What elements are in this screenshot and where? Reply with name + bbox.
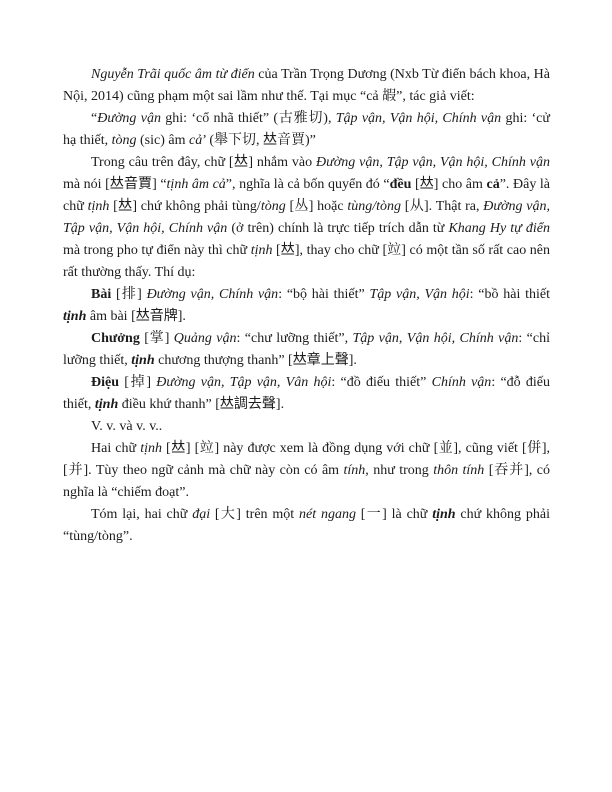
text-run: tịnh (140, 441, 162, 456)
text-run: tính (343, 463, 366, 478)
text-run: Tập vận, Vận hội, Chính vận (335, 111, 502, 126)
paragraph (63, 372, 550, 416)
text-run: Tập vận, Vận hội, Chính vận (352, 331, 519, 346)
text-run: [大] trên một (210, 507, 299, 522)
text-run: : “bộ hài thiết” (278, 287, 370, 302)
text-run: [一] là chữ (355, 507, 433, 522)
text-run: âm bài [𠀤音牌]. (86, 309, 186, 324)
text-run: cả (486, 177, 500, 192)
paragraph (63, 416, 550, 438)
text-run: Nguyễn Trãi quốc âm từ điển (91, 67, 255, 82)
text-run: cả (188, 133, 203, 148)
text-run: mà trong pho tự điển này thì chữ (63, 243, 251, 258)
text-run: [𠀤] [竝] này được xem là đồng dụng với chữ [並], cũng viết [併], [并]. Tùy theo ngữ cảnh mà chữ này còn có âm (63, 441, 550, 478)
text-run: nét ngang (299, 507, 356, 522)
paragraph (63, 108, 550, 152)
paragraph (63, 438, 550, 504)
text-run: : “đỗ điếu thiết, (63, 375, 550, 412)
paragraph (63, 152, 550, 284)
text-run: mà nói [𠀤音賈] “ (63, 177, 167, 192)
text-run: của Trần Trọng Dương (Nxb Từ điển bách khoa, Hà Nội, 2014) cũng phạm một sai lầm như thế. Tại mục “cả 嘏”, tác giả viết: (63, 67, 550, 104)
text-run: tịnh (131, 353, 155, 368)
text-run: đại (192, 507, 211, 522)
text-run: Quảng vận (173, 331, 237, 346)
text-run: Chưởng (91, 331, 140, 346)
text-run: đều (389, 177, 412, 192)
text-run: [𠀤] cho âm (411, 177, 487, 192)
text-run: , như trong (365, 463, 434, 478)
text-run: Hai chữ (91, 441, 141, 456)
text-run: Trong câu trên đây, chữ [𠀤] nhắm vào (91, 155, 316, 170)
text-run: : “bồ hài thiết (469, 287, 551, 302)
text-block (63, 64, 550, 548)
text-run: ghi: ‘cổ nhã thiết” (古雅切), (160, 111, 336, 126)
text-run: Đường vận (97, 111, 161, 126)
text-run: [掉] (119, 375, 157, 390)
text-run: tịnh (63, 309, 87, 324)
text-run: ghi: ‘cử hạ thiết, (63, 111, 550, 148)
text-run: chương thượng thanh” [𠀤章上聲]. (154, 353, 357, 368)
text-run: Đường vận, Chính vận (146, 287, 279, 302)
text-run: Bài (91, 287, 112, 302)
text-run: Tập vận, Vận hội (369, 287, 470, 302)
text-run: tịnh (94, 397, 119, 412)
text-run: [掌] (139, 331, 174, 346)
text-run: tịnh âm cả (166, 177, 226, 192)
text-run: tịnh (87, 199, 110, 214)
text-run: [从]. Thật ra, (401, 199, 484, 214)
text-run: Đường vận, Tập vận, Vân hội (156, 375, 332, 390)
text-run: tịnh (250, 243, 273, 258)
text-run: : “chỉ lưỡng thiết, (63, 331, 550, 368)
text-run: thôn tính (433, 463, 485, 478)
text-run: Đường vận, Tập vận, Vận hội, Chính vận (63, 199, 550, 236)
text-run: [丛] hoặc (285, 199, 348, 214)
text-run: [𠀤] chứ không phải tùng/ (109, 199, 261, 214)
text-run: ’ (舉下切, 𠀤音賈)” (202, 133, 316, 148)
paragraph (63, 64, 550, 108)
paragraph (63, 504, 550, 548)
text-run: điều khứ thanh” [𠀤調去聲]. (118, 397, 285, 412)
text-run: (sic) âm (136, 133, 189, 148)
text-run: ”, nghĩa là cả bốn quyển đó “ (225, 177, 390, 192)
text-run: Điệu (91, 375, 119, 390)
text-run: : “đồ điếu thiết” (331, 375, 432, 390)
text-run: tòng (260, 199, 286, 214)
text-run: chứ không phải “tùng/tòng”. (63, 507, 551, 544)
paragraph (63, 328, 550, 372)
text-run: (ở trên) chính là trực tiếp trích dẫn từ (227, 221, 449, 236)
text-run: Tóm lại, hai chữ (91, 507, 193, 522)
text-run: tòng (111, 133, 137, 148)
text-run: Đường vận, Tập vận, Vận hội, Chính vận (316, 155, 550, 170)
text-run: [排] (111, 287, 147, 302)
text-run: ”. Đây là chữ (63, 177, 550, 214)
text-run: : “chư lưỡng thiết”, (236, 331, 353, 346)
text-run: [吞并], có nghĩa là “chiếm đoạt”. (63, 463, 550, 500)
text-run: tịnh (432, 507, 456, 522)
text-run: Chính vận (431, 375, 492, 390)
text-run: Khang Hy tự điển (448, 221, 550, 236)
text-run: “ (91, 111, 98, 126)
text-run: V. v. và v. v.. (91, 419, 163, 434)
paragraph (63, 284, 550, 328)
text-run: [𠀤], thay cho chữ [竝] có một tần số rất cao nên rất thường thấy. Thí dụ: (63, 243, 550, 280)
text-run: tùng/tòng (347, 199, 402, 214)
